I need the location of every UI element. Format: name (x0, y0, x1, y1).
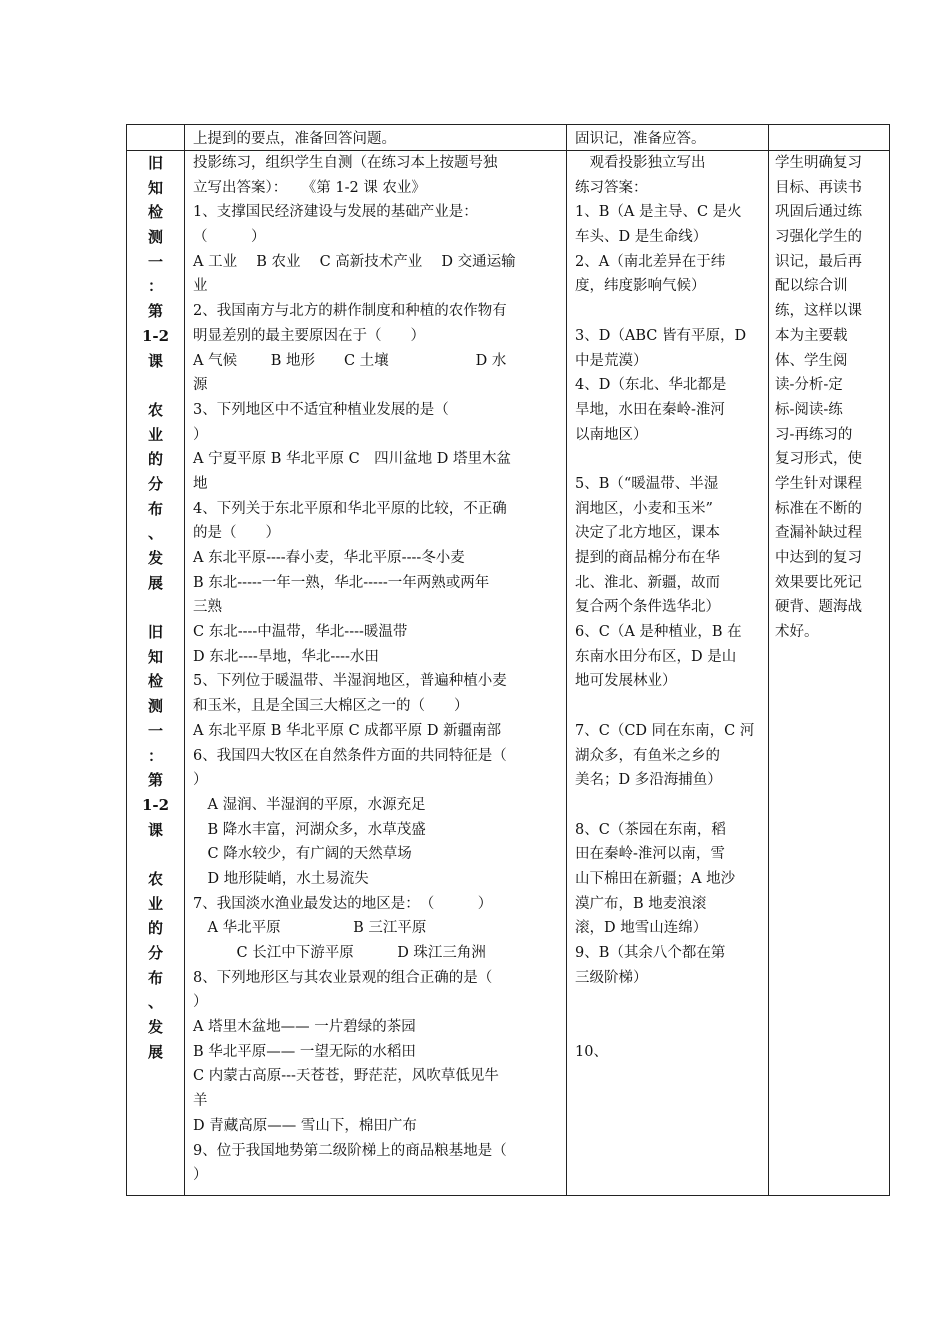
answer-line: 4、D（东北、华北都是 (575, 377, 727, 394)
section-label-char: 展 (147, 573, 163, 592)
activity-line: 源 (193, 377, 208, 394)
activity-line: B 东北-----一年一熟，华北-----一年两熟或两年 (193, 574, 490, 591)
activity-line: ） (193, 994, 208, 1011)
section-label-char: 1-2 (141, 326, 170, 345)
section-label-char: 的 (147, 450, 163, 469)
activity-line: 投影练习，组织学生自测（在练习本上按题号独 (193, 155, 498, 171)
activity-line: 8、下列地形区与其农业景观的组合正确的是（ (193, 969, 493, 986)
section-label-char: 第 (147, 302, 163, 321)
answer-line (575, 1015, 765, 1040)
activity-line: ） (193, 772, 208, 789)
activity-line: D 地形陡峭，水土易流失 (193, 870, 369, 887)
answer-line: 漠广布，B 地麦浪滚 (575, 895, 707, 912)
activity-line: （ ） (193, 229, 266, 246)
activity-line: 9、位于我国地势第二级阶梯上的商品粮基地是（ (193, 1142, 507, 1159)
activity-line: 的是（ ） (193, 525, 280, 542)
intent-line: 习强化学生的 (775, 229, 862, 246)
top-row-activity: 上提到的要点，准备回答问题。 (193, 131, 396, 147)
section-label-char: ： (147, 277, 163, 296)
top-row-student: 固识记，准备应答。 (575, 131, 706, 147)
section-label-char (127, 373, 184, 398)
activity-line: B 华北平原—— 一望无际的水稻田 (193, 1043, 416, 1060)
section-label-char: 农 (147, 400, 163, 419)
section-label-char: ： (147, 746, 163, 765)
section-label-char: 第 (147, 771, 163, 790)
activity-line: 5、下列位于暖温带、半湿润地区，普遍种植小麦 (193, 673, 507, 690)
activity-line: A 气候 B 地形 C 土壤 D 水 (193, 352, 507, 369)
section-label-char: 展 (147, 1042, 163, 1061)
intent-line: 本为主要载 (775, 327, 848, 344)
answer-line: 6、C（A 是种植业，B 在 (575, 624, 742, 641)
section-label-char: 检 (147, 203, 163, 222)
section-label-char: 的 (147, 919, 163, 938)
answer-line: 复合两个条件选华北） (575, 599, 720, 616)
section-label-char: 知 (147, 647, 163, 666)
answer-line: 田在秦岭-淮河以南，雪 (575, 846, 725, 863)
section-label-char: 知 (147, 178, 163, 197)
activity-line: C 降水较少，有广阔的天然草场 (193, 846, 412, 863)
activity-line: A 东北平原----春小麦，华北平原----冬小麦 (193, 550, 465, 566)
activity-line: A 工业 B 农业 C 高新技术产业 D 交通运输 (193, 253, 516, 270)
section-label-char: 布 (147, 499, 163, 518)
activity-line: C 内蒙古高原---天苍苍，野茫茫，风吹草低见牛 (193, 1068, 499, 1085)
section-label-char: 发 (147, 549, 163, 567)
column-divider (566, 125, 567, 1195)
answer-line: 润地区，小麦和玉米” (575, 500, 713, 517)
activity-line: 和玉米，且是全国三大棉区之一的（ ） (193, 698, 469, 715)
section-label-char: 检 (147, 672, 163, 691)
design-intent-column (775, 151, 887, 645)
activity-line: 羊 (193, 1093, 208, 1110)
activity-line: C 东北----中温带，华北----暖温带 (193, 624, 408, 641)
section-label-char: 测 (147, 228, 163, 247)
activity-line: B 降水丰富，河湖众多，水草茂盛 (193, 821, 426, 838)
answer-line: 决定了北方地区，课本 (575, 525, 720, 542)
activity-line: ） (193, 1167, 208, 1184)
section-label-char (127, 842, 184, 867)
activity-line: 立写出答案）： 《第 1-2 课 农业》 (193, 179, 426, 196)
section-label-char: 、 (147, 993, 163, 1012)
activity-line: 7、我国淡水渔业最发达的地区是： （ ） (193, 895, 493, 912)
section-label-char: 业 (147, 425, 163, 444)
intent-line: 体、学生阅 (775, 352, 848, 369)
section-label-char: 农 (147, 869, 163, 888)
activity-line: D 青藏高原—— 雪山下，棉田广布 (193, 1117, 417, 1134)
intent-line: 学生针对课程 (775, 475, 862, 492)
intent-line: 读-分析-定 (775, 377, 843, 394)
activity-line: ） (193, 426, 208, 443)
answer-line: 三级阶梯） (575, 969, 648, 986)
student-answer-column (575, 151, 765, 1064)
section-label-char: 1-2 (141, 795, 170, 814)
section-label-char: 旧 (147, 623, 163, 642)
activity-line: D 东北----旱地，华北----水田 (193, 648, 379, 665)
section-label-char: 布 (147, 968, 163, 987)
intent-line: 标准在不断的 (775, 500, 862, 517)
answer-line (575, 299, 765, 324)
answer-line: 地可发展林业） (575, 673, 677, 690)
answer-line (575, 793, 765, 818)
intent-line: 复习形式，使 (775, 451, 862, 468)
section-label-column (127, 151, 184, 1064)
intent-line: 练，这样以课 (775, 303, 862, 320)
lesson-table (126, 124, 890, 1196)
answer-line: 7、C（CD 同在东南，C 河 (575, 722, 755, 739)
answer-line: 度，纬度影响气候） (575, 278, 706, 295)
answer-line: 2、A（南北差异在于纬 (575, 253, 726, 270)
activity-line: 地 (193, 475, 208, 492)
column-divider (768, 125, 769, 1195)
answer-line (575, 447, 765, 472)
section-label-char: 一 (147, 721, 163, 740)
answer-line: 滚，D 地雪山连绵） (575, 920, 708, 937)
section-label-char: 、 (147, 524, 163, 543)
answer-line: 观看投影独立写出 (575, 155, 706, 171)
activity-line: 三熟 (193, 599, 222, 616)
section-label-char: 分 (147, 944, 163, 962)
intent-line: 习-再练习的 (775, 426, 853, 443)
answer-line: 10、 (575, 1043, 608, 1060)
activity-line: A 华北平原 B 三江平原 (193, 920, 427, 937)
section-label-char: 一 (147, 252, 163, 271)
answer-line: 北、淮北、新疆，故而 (575, 574, 720, 591)
answer-line: 提到的商品棉分布在华 (575, 550, 720, 566)
answer-line: 1、B（A 是主导、C 是火 (575, 204, 742, 221)
answer-line: 东南水田分布区，D 是山 (575, 648, 737, 665)
answer-line: 8、C（茶园在东南，稻 (575, 821, 726, 838)
section-label-char: 业 (147, 894, 163, 913)
intent-line: 目标、再读书 (775, 179, 862, 196)
intent-line: 巩固后通过练 (775, 204, 862, 221)
section-label-char: 课 (147, 820, 163, 839)
answer-line: 练习答案： (575, 179, 648, 196)
section-label-char: 课 (147, 351, 163, 370)
answer-line: 中是荒漠） (575, 352, 648, 369)
answer-line: 旱地，水田在秦岭-淮河 (575, 401, 725, 418)
section-label-char: 测 (147, 697, 163, 716)
answer-line: 山下棉田在新疆；A 地沙 (575, 870, 736, 887)
answer-line: 9、B（其余八个都在第 (575, 945, 726, 961)
section-label-char: 旧 (147, 154, 163, 172)
teacher-activity-column (193, 151, 563, 1188)
activity-line: A 宁夏平原 B 华北平原 C 四川盆地 D 塔里木盆 (193, 451, 512, 468)
intent-line: 术好。 (775, 624, 819, 641)
answer-line: 湖众多，有鱼米之乡的 (575, 747, 720, 764)
section-label-char: 发 (147, 1018, 163, 1037)
activity-line: 4、下列关于东北平原和华北平原的比较，不正确 (193, 500, 507, 517)
activity-line: A 东北平原 B 华北平原 C 成都平原 D 新疆南部 (193, 722, 502, 739)
answer-line: 以南地区） (575, 426, 648, 443)
intent-line: 查漏补缺过程 (775, 525, 862, 542)
answer-line: 3、D（ABC 皆有平原，D (575, 327, 747, 344)
activity-line: 业 (193, 278, 208, 295)
intent-line: 配以综合训 (775, 278, 848, 295)
intent-line: 效果要比死记 (775, 574, 862, 591)
activity-line: 6、我国四大牧区在自然条件方面的共同特征是（ (193, 747, 507, 764)
section-label-char: 分 (147, 474, 163, 493)
column-divider (184, 125, 185, 1195)
activity-line: 2、我国南方与北方的耕作制度和种植的农作物有 (193, 303, 507, 320)
activity-line: 明显差别的最主要原因在于（ ） (193, 327, 425, 344)
activity-line: 3、下列地区中不适宜种植业发展的是（ (193, 401, 449, 418)
intent-line: 学生明确复习 (775, 155, 862, 171)
intent-line: 标-阅读-练 (775, 401, 843, 418)
answer-line: 美名；D 多沿海捕鱼） (575, 772, 722, 789)
intent-line: 中达到的复习 (775, 550, 862, 566)
activity-line: 1、支撑国民经济建设与发展的基础产业是： (193, 204, 478, 221)
intent-line: 硬背、题海战 (775, 599, 862, 616)
intent-line: 识记，最后再 (775, 253, 862, 270)
answer-line: 5、B（“暖温带、半湿 (575, 475, 719, 492)
answer-line: 车头、D 是生命线） (575, 229, 708, 246)
answer-line (575, 990, 765, 1015)
activity-line: A 塔里木盆地—— 一片碧绿的茶园 (193, 1019, 416, 1036)
activity-line: C 长江中下游平原 D 珠江三角洲 (193, 945, 486, 961)
answer-line (575, 694, 765, 719)
activity-line: A 湿润、半湿润的平原，水源充足 (193, 796, 426, 813)
section-label-char (127, 595, 184, 620)
